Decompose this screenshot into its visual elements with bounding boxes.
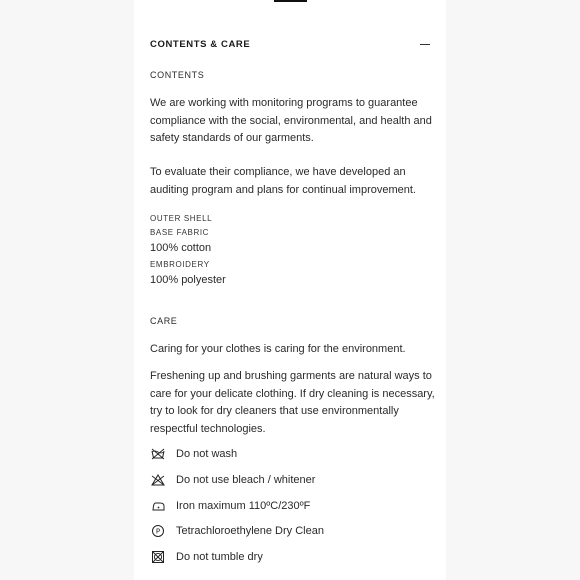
care-instruction-label: Do not tumble dry	[176, 551, 263, 563]
base-fabric-label: BASE FABRIC	[150, 228, 210, 237]
care-instruction-label: Do not use bleach / whitener	[176, 474, 316, 486]
care-instruction-iron	[150, 497, 430, 515]
care-instruction-no-bleach	[150, 471, 430, 489]
svg-text:P: P	[155, 527, 161, 536]
contents-paragraph-1: We are working with monitoring programs to guarantee compliance with the social, environmental, and health and safety standards of our garments.	[150, 97, 432, 144]
care-instruction-label: Do not wash	[176, 448, 238, 460]
care-paragraph-1: Caring for your clothes is caring for the environment.	[150, 343, 406, 355]
contents-paragraph-2: To evaluate their compliance, we have developed an auditing program and plans for continual improvement.	[150, 166, 416, 196]
do-not-wash-icon	[150, 447, 166, 461]
dry-clean-p-icon	[150, 524, 166, 538]
section-title: CONTENTS & CARE	[150, 38, 251, 50]
care-instruction-no-tumble-dry	[150, 548, 430, 566]
care-instruction-label: Iron maximum 110ºC/230ºF	[176, 500, 311, 512]
care-instruction-label: Tetrachloroethylene Dry Clean	[176, 525, 324, 537]
embroidery-label: EMBROIDERY	[150, 260, 210, 269]
no-tumble-dry-icon	[150, 550, 166, 564]
no-bleach-icon	[150, 473, 166, 487]
embroidery-value: 100% polyester	[150, 274, 226, 286]
care-heading: CARE	[150, 316, 178, 326]
collapse-minus-icon[interactable]	[420, 44, 430, 45]
active-tab-indicator	[274, 0, 307, 2]
care-paragraph-2: Freshening up and brushing garments are natural ways to care for your delicate clothing. If dry cleaning is necessary, try to look for dry cleaners that use environmentally respectful technologies.	[150, 370, 435, 435]
iron-icon	[150, 499, 166, 513]
outer-shell-label: OUTER SHELL	[150, 214, 213, 223]
care-instruction-dry-clean	[150, 522, 430, 540]
contents-heading: CONTENTS	[150, 70, 205, 80]
product-details-panel	[134, 0, 446, 580]
care-instruction-do-not-wash	[150, 445, 430, 463]
contents-care-accordion-header[interactable]	[150, 36, 432, 52]
base-fabric-value: 100% cotton	[150, 242, 212, 254]
